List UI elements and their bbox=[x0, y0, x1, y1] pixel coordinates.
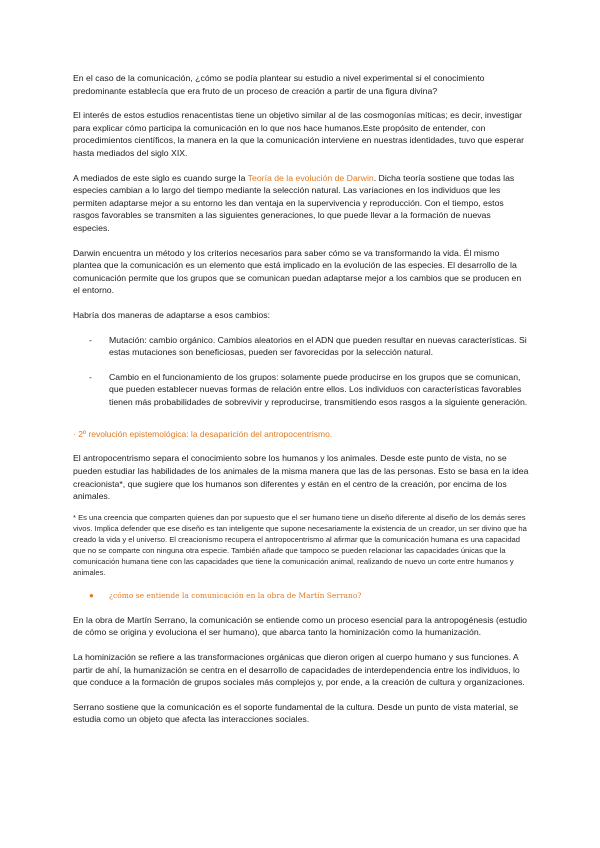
list-item-mutation: Mutación: cambio orgánico. Cambios aleatorios en el ADN que pueden resultar en nuevas características. Si estas mutaciones son beneficiosas, pueden ser favorecidas por la selección natural. bbox=[109, 334, 527, 358]
paragraph-darwin-method: Darwin encuentra un método y los criterios necesarios para saber cómo se va transformando la vida. Él mismo plantea que la comunicación es un elemento que está implicado en la evolución de las especies. El desarrollo de la comunicación permite que los grupos que se comunican puedan adaptarse mejor a los cambios que se producen en el entorno. bbox=[73, 247, 522, 296]
darwin-text-before: A mediados de este siglo es cuando surge la bbox=[73, 172, 248, 183]
list-marker: - bbox=[89, 371, 92, 382]
bullet-icon: ● bbox=[89, 590, 94, 600]
paragraph-renaissance-studies: El interés de estos estudios renacentistas tiene un objetivo similar al de las cosmogonías míticas; es decir, investigar para explicar cómo participa la comunicación en lo que nos hace humanos.Este propósito de entender, con procedimientos científicos, la manera en la que la comunicación interviene en nuestras identidades, tuvo que esperar hasta mediados del siglo XIX. bbox=[73, 110, 525, 158]
paragraph-serrano-culture: Serrano sostiene que la comunicación es el soporte fundamental de la cultura. Desde un punto de vista material, se estudia como un objeto que afecta las interacciones sociales. bbox=[73, 701, 519, 725]
bullet-heading-text: ¿cómo se entiende la comunicación en la obra de Martín Serrano? bbox=[109, 590, 362, 600]
paragraph-anthropocentrism: El antropocentrismo separa el conocimiento sobre los humanos y los animales. Desde este punto de vista, no se pueden estudiar las habilidades de los animales de la misma manera que las de las personas. Esto se basa en la idea creacionista*, que sugiere que los humanos son diferentes y están en el centro de la creación, por encima de los animales. bbox=[73, 453, 529, 502]
paragraph-adaptation-intro: Habría dos maneras de adaptarse a esos cambios: bbox=[73, 309, 271, 320]
paragraph-intro-question: En el caso de la comunicación, ¿cómo se podía plantear su estudio a nivel experimental si el conocimiento predominante establecía que era fruto de un proceso de creación a partir de una figura divina? bbox=[73, 73, 485, 96]
darwin-text-after: . Dicha teoría sostiene que todas las especies cambian a lo largo del tiempo mediante la selección natural. Las variaciones en los individuos que les permiten adaptarse mejor a su entorno les dan ventaja en la supervivencia y reproducción. Con el tiempo, estos rasgos favorables se transmiten a las siguientes generaciones, lo que puede llevar a la formación de nuevas especies. bbox=[73, 172, 515, 233]
footnote-creationism: * Es una creencia que comparten quienes dan por supuesto que el ser humano tiene un diseño diferente al diseño de los demás seres vivos. Implica defender que ese diseño es tan inteligente que supone necesariamente la existencia de un creador, un ser divino que ha creado la vida y el universo. El creacionismo recupera el antropocentrismo al afirmar que la comunicación humana es una capacidad que no se comparte con ninguna otra especie. También añade que tampoco se pueden relacionar las capacidades únicas que la comunicación humana tiene con las capacidades que tiene la comunicación animal, realizando de nuevo un corte entre humanos y animales. bbox=[73, 512, 527, 577]
adaptation-list bbox=[73, 334, 529, 409]
darwin-theory-link[interactable]: Teoría de la evolución de Darwin bbox=[247, 172, 374, 183]
list-marker: - bbox=[89, 334, 92, 345]
list-item bbox=[73, 334, 529, 359]
paragraph-darwin-theory bbox=[73, 172, 529, 235]
paragraph-serrano-work: En la obra de Martín Serrano, la comunicación se entiende como un proceso esencial para la antropogénesis (estudio de cómo se origina y evoluciona el ser humano), que abarca tanto la hominización como la humanización. bbox=[73, 614, 527, 638]
document-body bbox=[73, 72, 529, 726]
paragraph-hominization: La hominización se refiere a las transformaciones orgánicas que dieron origen al cuerpo humano y sus funciones. A partir de ahí, la humanización se centra en el desarrollo de capacidades de interdependencia entre los individuos, lo que conduce a la formación de grupos sociales más complejos y, por ende, a la creación de cultura y organizaciones. bbox=[73, 652, 525, 688]
section-heading: · 2º revolución epistemológica: la desaparición del antropocentrismo. bbox=[73, 429, 333, 440]
list-item-group-change: Cambio en el funcionamiento de los grupos: solamente puede producirse en los grupos que se comunican, que pueden establecer nuevas formas de relación entre ellos. Los individuos con características favorables tienen más probabilidades de sobrevivir y reproducirse, transmitiendo esos rasgos a la siguiente generación. bbox=[109, 371, 528, 407]
list-item bbox=[73, 371, 529, 409]
bullet-heading bbox=[73, 590, 529, 602]
